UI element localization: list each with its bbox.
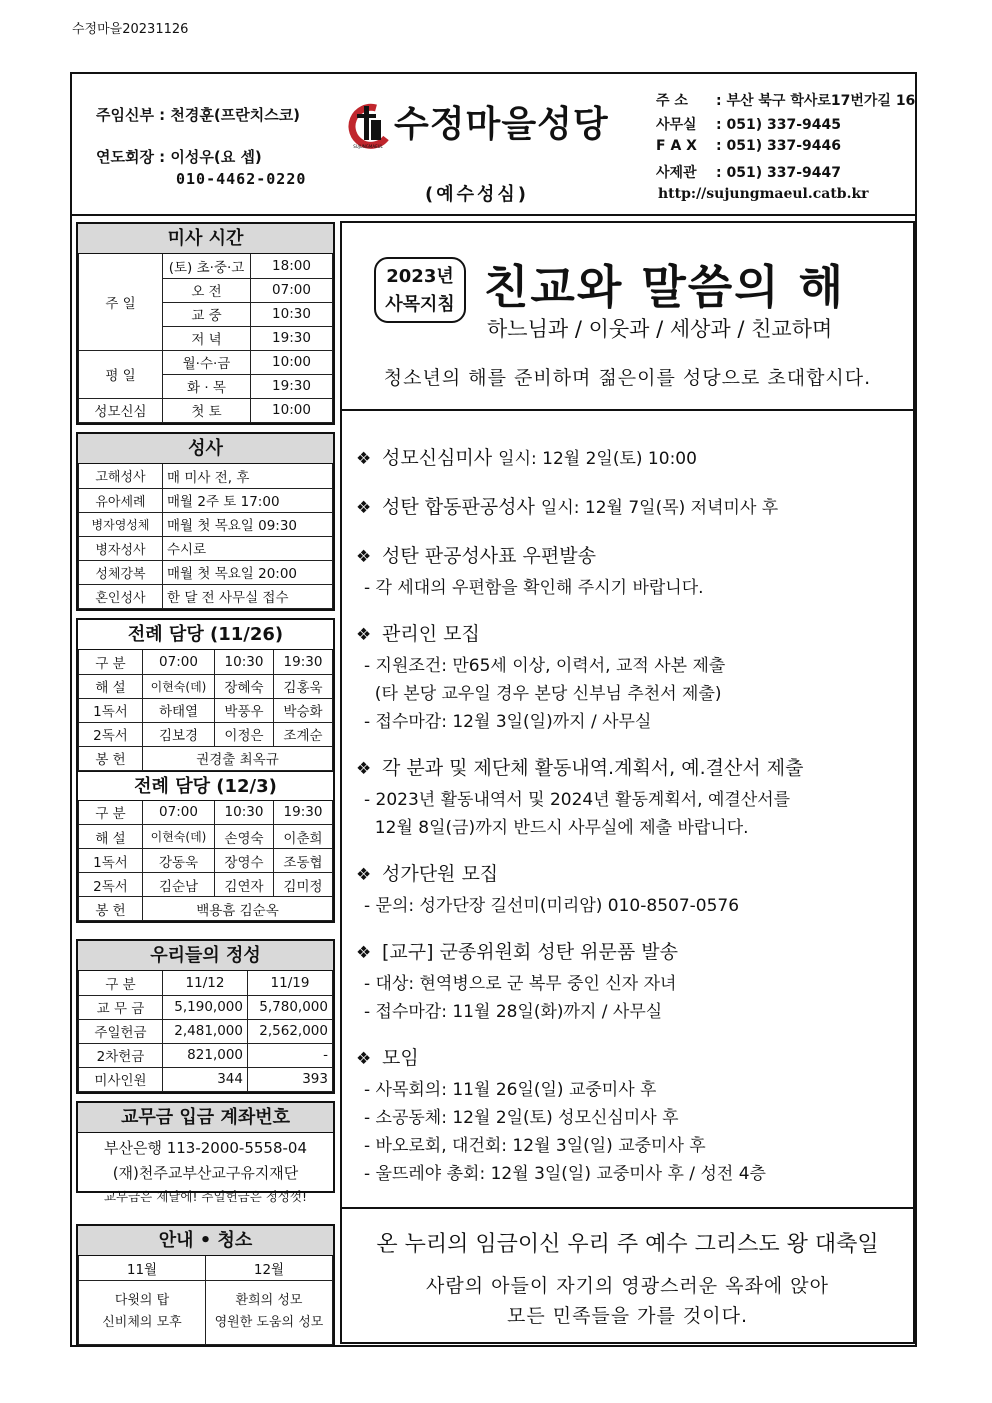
offering-amount: 344 <box>163 1067 248 1091</box>
cleaning-groups-dec <box>206 1280 333 1344</box>
address-line: 주 소 : 부산 북구 학사로17번가길 16 <box>656 93 916 109</box>
notice-title: ❖ 성탄 합동판공성사 일시: 12월 7일(목) 저녁미사 후 <box>356 496 779 518</box>
notice-line: - 접수마감: 11월 28일(화)까지 / 사무실 <box>364 1002 663 1022</box>
notice-title: ❖ 성모신심미사 일시: 12월 2일(토) 10:00 <box>356 447 697 469</box>
notices-section <box>342 413 913 1205</box>
minister: 김미정 <box>273 873 332 897</box>
month-head: 11월 <box>79 1256 206 1280</box>
logo-caption: SUJUNGMAEUL <box>353 144 383 149</box>
notice-title: ❖ [교구] 군종위원회 성탄 위문품 발송 <box>356 941 678 963</box>
role: 2독서 <box>79 873 143 897</box>
mass-name: 저 녁 <box>163 326 251 350</box>
liturgy-table-1126 <box>78 650 333 771</box>
notice-title: ❖ 관리인 모집 <box>356 623 480 645</box>
mass-time: 07:00 <box>251 278 333 302</box>
offering-amount: 2,562,000 <box>248 1019 333 1043</box>
sacrament-value: 매 미사 전, 후 <box>163 464 333 488</box>
offerings-table <box>78 971 333 1092</box>
col-head: 07:00 <box>143 801 215 825</box>
sacrament-value: 수시로 <box>163 536 333 560</box>
offering-amount: 393 <box>248 1067 333 1091</box>
cleaning-box <box>76 1224 335 1347</box>
mass-time: 10:00 <box>251 350 333 374</box>
minister: 이현숙(데) <box>143 825 215 849</box>
notice-line: - 소공동체: 12월 2일(토) 성모신심미사 후 <box>364 1108 679 1128</box>
sacraments-box <box>76 432 335 611</box>
sacraments-title: 성사 <box>78 434 333 464</box>
minister: 손영숙 <box>215 825 274 849</box>
office-phone-line: 사무실 : 051) 337-9445 <box>656 117 841 133</box>
mass-time: 10:30 <box>251 302 333 326</box>
notice-line: (타 본당 교우일 경우 본당 신부님 추천서 제출) <box>364 684 722 704</box>
diamond-bullet-icon: ❖ <box>356 498 372 518</box>
minister: 김보경 <box>143 722 215 746</box>
bulletin-header <box>72 74 915 216</box>
role: 1독서 <box>79 698 143 722</box>
feast-verse-line: 사람의 아들이 자기의 영광스러운 옥좌에 앉아 <box>426 1275 829 1297</box>
role: 봉 헌 <box>79 897 143 921</box>
church-logo-block <box>346 96 646 156</box>
minister: 김순남 <box>143 873 215 897</box>
offering-amount: 2,481,000 <box>163 1019 248 1043</box>
church-subtitle: (예수성심) <box>425 184 530 205</box>
offering-amount: - <box>248 1043 333 1067</box>
theme-title: 친교와 말씀의 해 <box>484 260 846 314</box>
rectory-phone-line: 사제관 : 051) 337-9447 <box>656 165 841 181</box>
chairman-phone: 010-4462-0220 <box>176 170 307 188</box>
col-head: 11/19 <box>248 971 333 995</box>
minister: 강동욱 <box>143 849 215 873</box>
minister: 이춘희 <box>273 825 332 849</box>
mass-name: 오 전 <box>163 278 251 302</box>
mass-time: 10:00 <box>251 398 333 422</box>
role: 1독서 <box>79 849 143 873</box>
col-head: 11/12 <box>163 971 248 995</box>
notice-title: ❖ 각 분과 및 제단체 활동내역.계획서, 예.결산서 제출 <box>356 757 804 779</box>
notice-line: - 접수마감: 12월 3일(일)까지 / 사무실 <box>364 712 652 732</box>
weekday-label: 평 일 <box>79 350 163 398</box>
diamond-bullet-icon: ❖ <box>356 1049 372 1069</box>
col-head: 19:30 <box>273 650 332 674</box>
col-head: 19:30 <box>273 801 332 825</box>
offering-type: 주일헌금 <box>79 1019 163 1043</box>
col-head: 10:30 <box>215 801 274 825</box>
theme-subtitle: 하느님과 / 이웃과 / 세상과 / 친교하며 <box>487 317 833 341</box>
minister: 이정은 <box>215 722 274 746</box>
diamond-bullet-icon: ❖ <box>356 449 372 469</box>
minister: 조동협 <box>273 849 332 873</box>
bank-account: 부산은행 113-2000-5558-04 <box>103 1139 308 1157</box>
mass-name: (토) 초·중·고 <box>163 254 251 278</box>
diamond-bullet-icon: ❖ <box>356 943 372 963</box>
notice-line: - 문의: 성가단장 길선미(미리암) 010-8507-0576 <box>364 896 740 916</box>
minister: 조계순 <box>273 722 332 746</box>
group-name: 신비체의 모후 <box>102 1315 182 1330</box>
col-head: 구 분 <box>79 971 163 995</box>
cleaning-table <box>78 1256 333 1345</box>
minister: 박풍우 <box>215 698 274 722</box>
notice-line: - 지원조건: 만65세 이상, 이력서, 교적 사본 제출 <box>364 656 726 676</box>
liturgy-title-123: 전례 담당 (12/3) <box>78 771 333 801</box>
offering-ministers: 권경출 최옥규 <box>143 746 333 770</box>
offering-type: 2차헌금 <box>79 1043 163 1067</box>
diamond-bullet-icon: ❖ <box>356 547 372 567</box>
month-head: 12월 <box>206 1256 333 1280</box>
mass-name: 화 · 목 <box>163 374 251 398</box>
notice-line: - 울뜨레야 총회: 12월 3일(일) 교중미사 후 / 성전 4층 <box>364 1164 766 1184</box>
col-head: 구 분 <box>79 801 143 825</box>
church-name: 수정마을성당 <box>394 104 609 145</box>
mass-name: 교 중 <box>163 302 251 326</box>
special-mass-label: 성모신심 <box>79 398 163 422</box>
pastoral-theme <box>342 223 913 411</box>
chairman: 연도회장 : 이성우(요 셉) <box>96 148 262 166</box>
col-head: 07:00 <box>143 650 215 674</box>
notice-line: - 2023년 활동내역서 및 2024년 활동계획서, 예결산서를 <box>364 790 791 810</box>
role: 해 설 <box>79 674 143 698</box>
cleaning-groups-nov <box>79 1280 206 1344</box>
sacrament-name: 병자성사 <box>79 536 163 560</box>
mass-times-title: 미사 시간 <box>78 224 333 254</box>
pastoral-label: 사목지침 <box>385 294 455 315</box>
document-id: 수정마을20231126 <box>72 22 189 37</box>
sacrament-name: 혼인성사 <box>79 584 163 608</box>
offering-type: 미사인원 <box>79 1067 163 1091</box>
mass-times-box <box>76 222 335 425</box>
notice-title: ❖ 모임 <box>356 1047 419 1069</box>
fax-line: F A X : 051) 337-9446 <box>656 138 841 154</box>
feast-verse-line: 모든 민족들을 가를 것이다. <box>506 1305 749 1327</box>
notice-line: 12월 8일(금)까지 반드시 사무실에 제출 바랍니다. <box>364 818 749 838</box>
offerings-title: 우리들의 정성 <box>78 941 333 971</box>
group-name: 영원한 도움의 성모 <box>214 1315 324 1330</box>
sacrament-value: 한 달 전 사무실 접수 <box>163 584 333 608</box>
notice-line: - 대상: 현역병으로 군 복무 중인 신자 자녀 <box>364 974 677 994</box>
offering-amount: 5,780,000 <box>248 995 333 1019</box>
sacrament-name: 고해성사 <box>79 464 163 488</box>
offering-amount: 5,190,000 <box>163 995 248 1019</box>
diamond-bullet-icon: ❖ <box>356 865 372 885</box>
group-name: 다윗의 탑 <box>114 1293 170 1308</box>
minister: 김연자 <box>215 873 274 897</box>
right-panel <box>340 221 915 1344</box>
liturgy-table-123 <box>78 801 333 922</box>
minister: 하태열 <box>143 698 215 722</box>
offering-type: 교 무 금 <box>79 995 163 1019</box>
website-url[interactable]: http://sujungmaeul.catb.kr <box>658 186 869 202</box>
notice-line: - 사목회의: 11월 26일(일) 교중미사 후 <box>364 1080 657 1100</box>
sacrament-value: 매월 2주 토 17:00 <box>163 488 333 512</box>
account-note: 교무금은 제달에! 주일헌금은 정성껏! <box>103 1189 308 1204</box>
minister: 이현숙(데) <box>143 674 215 698</box>
notice-line: - 각 세대의 우편함을 확인해 주시기 바랍니다. <box>364 578 704 598</box>
notice-title: ❖ 성가단원 모집 <box>356 863 499 885</box>
diamond-bullet-icon: ❖ <box>356 759 372 779</box>
mass-time: 19:30 <box>251 374 333 398</box>
mass-name: 월·수·금 <box>163 350 251 374</box>
mass-time: 18:00 <box>251 254 333 278</box>
sacraments-table <box>78 464 333 609</box>
theme-note: 청소년의 해를 준비하며 젊은이를 성당으로 초대합시다. <box>383 367 872 389</box>
pastoral-year: 2023년 <box>386 266 454 287</box>
minister: 박승화 <box>273 698 332 722</box>
offering-amount: 821,000 <box>163 1043 248 1067</box>
diamond-bullet-icon: ❖ <box>356 625 372 645</box>
mass-time: 19:30 <box>251 326 333 350</box>
bulletin-frame <box>70 72 917 1347</box>
role: 2독서 <box>79 722 143 746</box>
account-holder: (재)천주교부산교구유지재단 <box>112 1164 299 1182</box>
sacrament-name: 병자영성체 <box>79 512 163 536</box>
offering-ministers: 백용흠 김순옥 <box>143 897 333 921</box>
liturgy-box <box>76 618 335 923</box>
feast-section <box>342 1207 913 1342</box>
sacrament-name: 성체강복 <box>79 560 163 584</box>
role: 해 설 <box>79 825 143 849</box>
sunday-label: 주 일 <box>79 254 163 350</box>
sacrament-name: 유아세례 <box>79 488 163 512</box>
minister: 김홍욱 <box>273 674 332 698</box>
minister: 장영수 <box>215 849 274 873</box>
cleaning-title: 안내 • 청소 <box>78 1226 333 1256</box>
account-title: 교무금 입금 계좌번호 <box>78 1103 333 1133</box>
liturgy-title-1126: 전례 담당 (11/26) <box>78 620 333 650</box>
col-head: 구 분 <box>79 650 143 674</box>
minister: 장혜숙 <box>215 674 274 698</box>
pastor: 주임신부 : 천경훈(프란치스코) <box>96 106 301 124</box>
feast-title: 온 누리의 임금이신 우리 주 예수 그리스도 왕 대축일 <box>376 1232 879 1257</box>
notice-title: ❖ 성탄 판공성사표 우편발송 <box>356 545 596 567</box>
pastoral-year-badge <box>374 257 466 323</box>
notice-line: - 바오로회, 대건회: 12월 3일(일) 교중미사 후 <box>364 1136 706 1156</box>
group-name: 환희의 성모 <box>235 1293 303 1308</box>
church-logo-icon <box>346 102 390 150</box>
offerings-box <box>76 939 335 1094</box>
sacrament-value: 매월 첫 목요일 09:30 <box>163 512 333 536</box>
role: 봉 헌 <box>79 746 143 770</box>
mass-times-table <box>78 254 333 423</box>
account-box <box>76 1101 335 1204</box>
col-head: 10:30 <box>215 650 274 674</box>
sacrament-value: 매월 첫 목요일 20:00 <box>163 560 333 584</box>
mass-name: 첫 토 <box>163 398 251 422</box>
